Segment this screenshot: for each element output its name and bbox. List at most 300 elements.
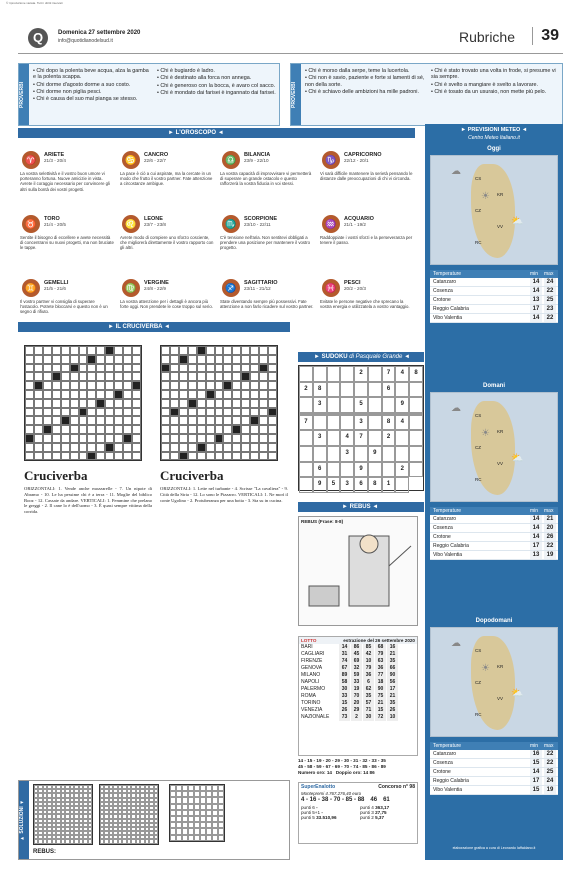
crossword-cell[interactable] [170,372,179,381]
crossword-cell[interactable] [188,434,197,443]
crossword-cell[interactable] [232,381,241,390]
crossword-cell[interactable] [25,355,34,364]
crossword-cell[interactable] [123,364,132,373]
sudoku-cell[interactable] [382,446,396,462]
crossword-cell[interactable] [179,416,188,425]
crossword-cell[interactable] [223,381,232,390]
crossword-cell[interactable] [223,452,232,461]
crossword-cell[interactable] [241,434,250,443]
crossword-cell[interactable] [250,452,259,461]
crossword-cell[interactable] [70,372,79,381]
crossword-cell[interactable] [232,434,241,443]
crossword-cell[interactable] [161,408,170,417]
crossword-cell[interactable] [123,452,132,461]
crossword-cell[interactable] [259,355,268,364]
crossword-cell[interactable] [105,408,114,417]
crossword-cell[interactable] [268,452,277,461]
crossword-cell[interactable] [87,452,96,461]
crossword-cell[interactable] [223,399,232,408]
crossword-cell[interactable] [52,425,61,434]
crossword-cell[interactable] [61,355,70,364]
crossword-cell[interactable] [179,372,188,381]
crossword-cell[interactable] [123,346,132,355]
crossword-cell[interactable] [161,399,170,408]
crossword-cell[interactable] [123,381,132,390]
crossword-cell[interactable] [206,364,215,373]
crossword-cell[interactable] [223,372,232,381]
crossword-cell[interactable] [259,416,268,425]
crossword-cell[interactable] [132,381,141,390]
sudoku-cell[interactable]: 6 [313,462,327,478]
crossword-cell[interactable] [123,408,132,417]
crossword-cell[interactable] [43,364,52,373]
crossword-cell[interactable] [43,399,52,408]
crossword-cell[interactable] [161,443,170,452]
sudoku-cell[interactable] [409,462,423,478]
sudoku-cell[interactable]: 9 [313,477,327,493]
crossword-cell[interactable] [96,390,105,399]
crossword-cell[interactable] [105,452,114,461]
crossword-cell[interactable] [188,390,197,399]
crossword-cell[interactable] [259,425,268,434]
crossword-cell[interactable] [259,434,268,443]
crossword-cell[interactable] [61,416,70,425]
crossword-cell[interactable] [259,372,268,381]
crossword-cell[interactable] [79,355,88,364]
crossword-cell[interactable] [250,399,259,408]
crossword-cell[interactable] [25,434,34,443]
crossword-cell[interactable] [161,381,170,390]
crossword-cell[interactable] [87,390,96,399]
crossword-cell[interactable] [123,355,132,364]
crossword-cell[interactable] [223,425,232,434]
sudoku-cell[interactable]: 8 [368,477,382,493]
crossword-cell[interactable] [87,434,96,443]
crossword-cell[interactable] [250,390,259,399]
crossword-cell[interactable] [34,355,43,364]
crossword-cell[interactable] [52,434,61,443]
crossword-cell[interactable] [259,364,268,373]
crossword-cell[interactable] [215,364,224,373]
crossword-cell[interactable] [52,372,61,381]
crossword-cell[interactable] [132,346,141,355]
sudoku-cell[interactable]: 4 [395,415,409,431]
crossword-cell[interactable] [268,355,277,364]
crossword-cell[interactable] [197,372,206,381]
crossword-cell[interactable] [250,416,259,425]
crossword-cell[interactable] [250,372,259,381]
crossword-cell[interactable] [43,346,52,355]
crossword-cell[interactable] [96,452,105,461]
sudoku-cell[interactable]: 1 [382,477,396,493]
crossword-cell[interactable] [188,355,197,364]
sudoku-cell[interactable]: 3 [340,446,354,462]
sudoku-cell[interactable] [299,477,313,493]
crossword-cell[interactable] [96,346,105,355]
crossword-cell[interactable] [105,364,114,373]
crossword-cell[interactable] [250,443,259,452]
crossword-cell[interactable] [179,408,188,417]
crossword-cell[interactable] [96,381,105,390]
crossword-cell[interactable] [96,443,105,452]
crossword-cell[interactable] [61,390,70,399]
crossword-cell[interactable] [114,399,123,408]
crossword-cell[interactable] [241,452,250,461]
crossword-cell[interactable] [43,416,52,425]
sudoku-cell[interactable]: 2 [395,462,409,478]
crossword-cell[interactable] [179,355,188,364]
crossword-cell[interactable] [268,425,277,434]
crossword-cell[interactable] [268,399,277,408]
crossword-cell[interactable] [43,408,52,417]
crossword-cell[interactable] [223,434,232,443]
sudoku-cell[interactable]: 2 [382,430,396,446]
crossword-cell[interactable] [197,364,206,373]
crossword-cell[interactable] [105,372,114,381]
crossword-cell[interactable] [87,355,96,364]
crossword-cell[interactable] [61,381,70,390]
crossword-cell[interactable] [79,416,88,425]
crossword-cell[interactable] [241,355,250,364]
crossword-cell[interactable] [206,390,215,399]
crossword-cell[interactable] [197,425,206,434]
crossword-cell[interactable] [241,364,250,373]
crossword-cell[interactable] [259,381,268,390]
sudoku-cell[interactable] [382,462,396,478]
crossword-cell[interactable] [259,346,268,355]
crossword-cell[interactable] [241,372,250,381]
crossword-cell[interactable] [34,372,43,381]
crossword-cell[interactable] [25,416,34,425]
crossword-cell[interactable] [215,452,224,461]
crossword-cell[interactable] [170,364,179,373]
crossword-cell[interactable] [25,408,34,417]
crossword-cell[interactable] [34,416,43,425]
crossword-cell[interactable] [70,425,79,434]
crossword-cell[interactable] [123,399,132,408]
sudoku-cell[interactable] [409,430,423,446]
crossword-cell[interactable] [43,390,52,399]
sudoku-cell[interactable]: 3 [354,415,368,431]
crossword-cell[interactable] [215,346,224,355]
crossword-cell[interactable] [114,416,123,425]
crossword-cell[interactable] [96,408,105,417]
crossword-cell[interactable] [170,434,179,443]
crossword-cell[interactable] [268,443,277,452]
crossword-cell[interactable] [123,443,132,452]
sudoku-cell[interactable]: 3 [313,397,327,413]
crossword-cell[interactable] [43,434,52,443]
crossword-cell[interactable] [161,452,170,461]
crossword-grid-1[interactable] [24,345,142,461]
sudoku-cell[interactable] [327,446,341,462]
crossword-cell[interactable] [215,355,224,364]
sudoku-cell[interactable] [368,366,382,382]
crossword-cell[interactable] [232,452,241,461]
crossword-cell[interactable] [268,408,277,417]
sudoku-cell[interactable] [340,382,354,398]
crossword-cell[interactable] [87,372,96,381]
crossword-cell[interactable] [96,425,105,434]
sudoku-cell[interactable] [313,366,327,382]
crossword-cell[interactable] [161,364,170,373]
sudoku-cell[interactable] [368,430,382,446]
crossword-cell[interactable] [52,408,61,417]
crossword-cell[interactable] [25,381,34,390]
crossword-cell[interactable] [34,346,43,355]
sudoku-cell[interactable]: 4 [395,366,409,382]
sudoku-cell[interactable] [340,462,354,478]
crossword-cell[interactable] [132,443,141,452]
sudoku-cell[interactable] [368,415,382,431]
crossword-cell[interactable] [179,381,188,390]
crossword-cell[interactable] [250,425,259,434]
crossword-cell[interactable] [188,452,197,461]
crossword-cell[interactable] [114,452,123,461]
crossword-cell[interactable] [43,372,52,381]
crossword-cell[interactable] [70,408,79,417]
crossword-cell[interactable] [87,364,96,373]
crossword-cell[interactable] [87,416,96,425]
sudoku-cell[interactable] [395,430,409,446]
crossword-cell[interactable] [25,399,34,408]
crossword-cell[interactable] [34,452,43,461]
crossword-cell[interactable] [179,425,188,434]
crossword-cell[interactable] [206,452,215,461]
sudoku-cell[interactable] [327,415,341,431]
crossword-cell[interactable] [179,443,188,452]
crossword-cell[interactable] [34,434,43,443]
crossword-cell[interactable] [52,381,61,390]
crossword-cell[interactable] [123,390,132,399]
sudoku-cell[interactable]: 7 [354,430,368,446]
crossword-cell[interactable] [197,390,206,399]
sudoku-cell[interactable]: 8 [382,415,396,431]
crossword-grid-2[interactable] [160,345,278,461]
crossword-cell[interactable] [79,452,88,461]
crossword-cell[interactable] [215,443,224,452]
sudoku-cell[interactable] [327,366,341,382]
crossword-cell[interactable] [105,434,114,443]
crossword-cell[interactable] [114,364,123,373]
crossword-cell[interactable] [232,408,241,417]
crossword-cell[interactable] [206,355,215,364]
crossword-cell[interactable] [114,355,123,364]
crossword-cell[interactable] [170,425,179,434]
crossword-cell[interactable] [206,443,215,452]
crossword-cell[interactable] [241,346,250,355]
crossword-cell[interactable] [179,399,188,408]
sudoku-cell[interactable] [340,415,354,431]
crossword-cell[interactable] [206,381,215,390]
crossword-cell[interactable] [179,434,188,443]
crossword-cell[interactable] [87,381,96,390]
sudoku-cell[interactable] [368,382,382,398]
crossword-cell[interactable] [268,364,277,373]
crossword-cell[interactable] [161,425,170,434]
crossword-cell[interactable] [105,346,114,355]
sudoku-cell[interactable]: 6 [354,477,368,493]
crossword-cell[interactable] [43,381,52,390]
crossword-cell[interactable] [70,381,79,390]
crossword-cell[interactable] [241,399,250,408]
sudoku-cell[interactable]: 2 [299,382,313,398]
crossword-cell[interactable] [232,372,241,381]
crossword-cell[interactable] [25,364,34,373]
sudoku-cell[interactable] [395,477,409,493]
crossword-cell[interactable] [206,416,215,425]
crossword-cell[interactable] [79,346,88,355]
crossword-cell[interactable] [197,355,206,364]
crossword-cell[interactable] [268,416,277,425]
sudoku-cell[interactable] [368,462,382,478]
crossword-cell[interactable] [34,443,43,452]
crossword-cell[interactable] [232,355,241,364]
crossword-cell[interactable] [223,408,232,417]
crossword-cell[interactable] [34,364,43,373]
sudoku-cell[interactable] [327,397,341,413]
crossword-cell[interactable] [43,452,52,461]
crossword-cell[interactable] [25,372,34,381]
sudoku-cell[interactable] [313,415,327,431]
crossword-cell[interactable] [70,452,79,461]
crossword-cell[interactable] [87,443,96,452]
crossword-cell[interactable] [206,408,215,417]
sudoku-cell[interactable] [299,446,313,462]
crossword-cell[interactable] [188,372,197,381]
sudoku-cell[interactable]: 3 [340,477,354,493]
crossword-cell[interactable] [61,434,70,443]
sudoku-cell[interactable] [327,430,341,446]
crossword-cell[interactable] [34,408,43,417]
crossword-cell[interactable] [114,372,123,381]
crossword-cell[interactable] [179,346,188,355]
crossword-cell[interactable] [70,434,79,443]
crossword-cell[interactable] [96,364,105,373]
crossword-cell[interactable] [241,443,250,452]
crossword-cell[interactable] [179,364,188,373]
crossword-cell[interactable] [197,416,206,425]
crossword-cell[interactable] [96,372,105,381]
crossword-cell[interactable] [170,443,179,452]
crossword-cell[interactable] [188,408,197,417]
crossword-cell[interactable] [179,452,188,461]
crossword-cell[interactable] [197,443,206,452]
crossword-cell[interactable] [132,434,141,443]
crossword-cell[interactable] [105,443,114,452]
crossword-cell[interactable] [61,372,70,381]
crossword-cell[interactable] [79,443,88,452]
crossword-cell[interactable] [96,434,105,443]
crossword-cell[interactable] [259,408,268,417]
crossword-cell[interactable] [250,364,259,373]
crossword-cell[interactable] [232,346,241,355]
crossword-cell[interactable] [206,346,215,355]
crossword-cell[interactable] [259,443,268,452]
sudoku-cell[interactable]: 3 [313,430,327,446]
crossword-cell[interactable] [215,408,224,417]
sudoku-cell[interactable] [299,366,313,382]
crossword-cell[interactable] [79,434,88,443]
sudoku-cell[interactable] [299,430,313,446]
crossword-cell[interactable] [70,416,79,425]
crossword-cell[interactable] [79,390,88,399]
crossword-cell[interactable] [34,390,43,399]
crossword-cell[interactable] [170,355,179,364]
crossword-cell[interactable] [223,346,232,355]
crossword-cell[interactable] [188,416,197,425]
crossword-cell[interactable] [215,372,224,381]
crossword-cell[interactable] [268,346,277,355]
crossword-cell[interactable] [161,372,170,381]
sudoku-cell[interactable] [409,397,423,413]
crossword-cell[interactable] [232,364,241,373]
crossword-cell[interactable] [123,416,132,425]
crossword-cell[interactable] [70,364,79,373]
crossword-cell[interactable] [132,355,141,364]
crossword-cell[interactable] [79,381,88,390]
crossword-cell[interactable] [170,416,179,425]
crossword-cell[interactable] [188,399,197,408]
crossword-cell[interactable] [179,390,188,399]
sudoku-cell[interactable]: 4 [340,430,354,446]
crossword-cell[interactable] [197,434,206,443]
crossword-cell[interactable] [170,452,179,461]
sudoku-cell[interactable] [354,446,368,462]
crossword-cell[interactable] [259,399,268,408]
crossword-cell[interactable] [188,381,197,390]
crossword-cell[interactable] [215,416,224,425]
crossword-cell[interactable] [161,355,170,364]
crossword-cell[interactable] [114,434,123,443]
crossword-cell[interactable] [34,425,43,434]
crossword-cell[interactable] [52,364,61,373]
sudoku-cell[interactable] [313,446,327,462]
crossword-cell[interactable] [241,425,250,434]
crossword-cell[interactable] [96,355,105,364]
crossword-cell[interactable] [61,364,70,373]
sudoku-cell[interactable]: 5 [327,477,341,493]
sudoku-cell[interactable] [395,446,409,462]
sudoku-cell[interactable] [340,366,354,382]
crossword-cell[interactable] [241,408,250,417]
crossword-cell[interactable] [188,425,197,434]
crossword-cell[interactable] [250,408,259,417]
sudoku-cell[interactable] [340,397,354,413]
crossword-cell[interactable] [34,381,43,390]
crossword-cell[interactable] [170,399,179,408]
crossword-cell[interactable] [132,416,141,425]
crossword-cell[interactable] [43,355,52,364]
crossword-cell[interactable] [52,346,61,355]
crossword-cell[interactable] [52,452,61,461]
sudoku-cell[interactable]: 7 [382,366,396,382]
crossword-cell[interactable] [96,416,105,425]
crossword-cell[interactable] [61,425,70,434]
crossword-cell[interactable] [79,425,88,434]
sudoku-cell[interactable]: 9 [395,397,409,413]
crossword-cell[interactable] [215,390,224,399]
sudoku-cell[interactable] [368,397,382,413]
crossword-cell[interactable] [268,434,277,443]
sudoku-grid[interactable] [298,365,424,491]
crossword-cell[interactable] [105,399,114,408]
crossword-cell[interactable] [161,390,170,399]
crossword-cell[interactable] [197,408,206,417]
crossword-cell[interactable] [96,399,105,408]
contact-email[interactable]: info@quotidianodelsud.it [58,38,113,44]
sudoku-cell[interactable] [327,382,341,398]
